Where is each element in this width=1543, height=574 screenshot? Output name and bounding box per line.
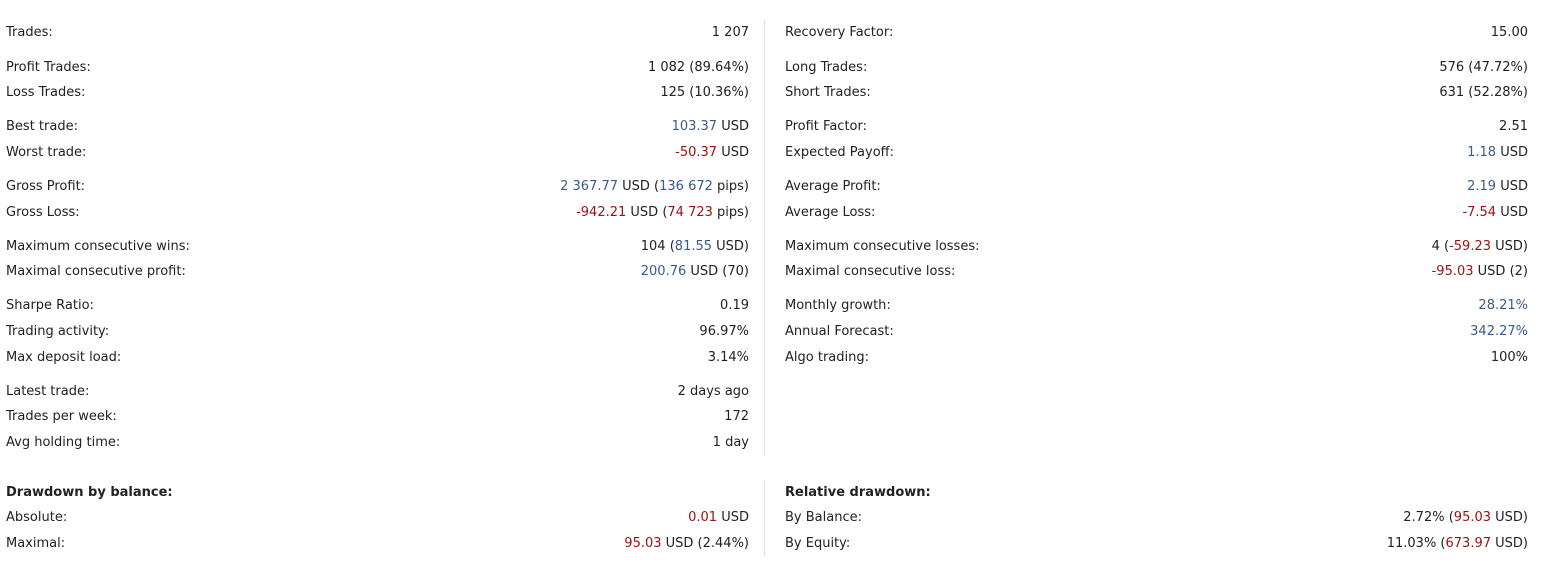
stat-max-deposit-load [6, 348, 749, 368]
currency-unit: USD [1496, 145, 1528, 160]
stat-monthly-growth [785, 296, 1528, 316]
stat-avg-holding-time [6, 433, 749, 453]
stat-label: Worst trade: [6, 145, 87, 160]
stat-label: Best trade: [6, 119, 78, 134]
stat-label: Profit Trades: [6, 60, 91, 75]
stat-value [641, 262, 749, 282]
stat-value: 125 (10.36%) [660, 85, 749, 100]
stat-value: 172 [724, 409, 749, 424]
stat-value [688, 508, 749, 528]
stat-value [672, 117, 749, 137]
stat-value [641, 237, 749, 257]
stat-latest-trade [6, 382, 749, 402]
stat-label: Annual Forecast: [785, 324, 894, 339]
stat-label: Expected Payoff: [785, 145, 894, 160]
stat-label: Max deposit load: [6, 350, 122, 365]
stat-value: 1 207 [711, 25, 749, 40]
stat-value [1403, 508, 1528, 528]
stat-label: Profit Factor: [785, 119, 867, 134]
drawdown-balance-heading-row [6, 483, 749, 503]
currency-unit: USD [717, 510, 749, 525]
currency-unit: USD [717, 119, 749, 134]
value-text: USD) [1491, 239, 1528, 254]
stat-value: 576 (47.72%) [1439, 60, 1528, 75]
stat-label: Trading activity: [6, 324, 110, 339]
stat-value: 342.27% [1470, 324, 1528, 339]
value-text: 11.03% ( [1386, 536, 1446, 551]
value-text: USD) [712, 239, 749, 254]
stat-value [624, 534, 749, 554]
stat-sharpe-ratio [6, 296, 749, 316]
stat-expected-payoff [785, 143, 1528, 163]
stat-short-trades [785, 83, 1528, 103]
stat-label: Maximum consecutive losses: [785, 239, 980, 254]
stat-value: 15.00 [1490, 25, 1528, 40]
stat-profit-factor [785, 117, 1528, 137]
stat-label: Long Trades: [785, 60, 868, 75]
value-text: USD ( [626, 205, 668, 220]
stat-label: Gross Loss: [6, 205, 80, 220]
stat-drawdown-maximal [6, 534, 749, 554]
stat-value [1467, 177, 1528, 197]
stat-recovery-factor [785, 23, 1528, 43]
value-text: 104 ( [640, 239, 675, 254]
stat-max-consecutive-wins [6, 237, 749, 257]
stat-gross-loss [6, 203, 749, 223]
stat-label: Trades: [6, 25, 53, 40]
stat-value [1467, 143, 1528, 163]
stat-label: Trades per week: [6, 409, 117, 424]
stat-label: Maximal consecutive loss: [785, 264, 956, 279]
negative-amount: -7.54 [1462, 205, 1497, 220]
positive-amount: 2.19 [1467, 179, 1497, 194]
stat-label: By Equity: [785, 536, 851, 551]
section-heading: Drawdown by balance: [6, 485, 173, 500]
stat-value [1462, 203, 1528, 223]
stat-value: 28.21% [1478, 298, 1528, 313]
currency-unit: USD [717, 145, 749, 160]
stat-long-trades [785, 58, 1528, 78]
stat-maximal-consecutive-profit [6, 262, 749, 282]
negative-amount: 0.01 [688, 510, 718, 525]
stat-label: Avg holding time: [6, 435, 121, 450]
stat-label: By Balance: [785, 510, 862, 525]
stat-max-consecutive-losses [785, 237, 1528, 257]
positive-pips: 136 672 [659, 179, 713, 194]
stat-profit-trades [6, 58, 749, 78]
stat-label: Sharpe Ratio: [6, 298, 94, 313]
stat-drawdown-by-equity [785, 534, 1528, 554]
negative-pips: 74 723 [667, 205, 713, 220]
column-divider-drawdown [764, 480, 765, 556]
stat-label: Loss Trades: [6, 85, 86, 100]
stat-value: 100% [1490, 350, 1528, 365]
stat-label: Maximal consecutive profit: [6, 264, 186, 279]
stat-label: Short Trades: [785, 85, 871, 100]
value-text: USD ( [618, 179, 660, 194]
stat-gross-profit [6, 177, 749, 197]
stat-value: 3.14% [707, 350, 749, 365]
stat-label: Average Profit: [785, 179, 881, 194]
stat-value: 1 082 (89.64%) [647, 60, 749, 75]
stat-average-profit [785, 177, 1528, 197]
stat-best-trade [6, 117, 749, 137]
stat-trades [6, 23, 749, 43]
stat-algo-trading [785, 348, 1528, 368]
stat-value [1432, 262, 1528, 282]
stat-label: Absolute: [6, 510, 68, 525]
positive-amount: 1.18 [1467, 145, 1497, 160]
stat-trades-per-week [6, 407, 749, 427]
negative-amount: -50.37 [675, 145, 718, 160]
stat-maximal-consecutive-loss [785, 262, 1528, 282]
stat-value: 631 (52.28%) [1439, 85, 1528, 100]
column-divider [764, 20, 765, 456]
stat-label: Recovery Factor: [785, 25, 894, 40]
positive-amount: 2 367.77 [560, 179, 619, 194]
stat-drawdown-by-balance [785, 508, 1528, 528]
value-text: USD (70) [686, 264, 749, 279]
positive-amount: 200.76 [640, 264, 687, 279]
stat-value [1432, 237, 1528, 257]
stat-trading-activity [6, 322, 749, 342]
stat-drawdown-absolute [6, 508, 749, 528]
stat-label: Latest trade: [6, 384, 90, 399]
stat-label: Algo trading: [785, 350, 869, 365]
stat-loss-trades [6, 83, 749, 103]
stat-label: Maximal: [6, 536, 66, 551]
currency-unit: USD [1496, 179, 1528, 194]
negative-amount: -59.23 [1449, 239, 1492, 254]
stat-worst-trade [6, 143, 749, 163]
stat-label: Monthly growth: [785, 298, 891, 313]
section-heading: Relative drawdown: [785, 485, 931, 500]
negative-amount: -95.03 [1431, 264, 1474, 279]
value-text: USD (2.44%) [661, 536, 749, 551]
value-text: 4 ( [1431, 239, 1450, 254]
value-text: USD) [1491, 510, 1528, 525]
stat-value: 0.19 [720, 298, 749, 313]
stat-label: Average Loss: [785, 205, 876, 220]
stat-value [560, 177, 749, 197]
value-text: pips) [712, 205, 749, 220]
value-text: 2.72% ( [1403, 510, 1454, 525]
stat-label: Maximum consecutive wins: [6, 239, 190, 254]
relative-drawdown-heading-row [785, 483, 1528, 503]
stat-value: 96.97% [699, 324, 749, 339]
value-text: pips) [712, 179, 749, 194]
currency-unit: USD [1496, 205, 1528, 220]
stat-annual-forecast [785, 322, 1528, 342]
stat-value: 1 day [712, 435, 749, 450]
stat-value [1387, 534, 1528, 554]
stat-value: 2 days ago [677, 384, 749, 399]
value-text: USD) [1491, 536, 1528, 551]
stat-value: 2.51 [1499, 119, 1528, 134]
value-text: USD (2) [1473, 264, 1528, 279]
stat-value [576, 203, 749, 223]
positive-amount: 103.37 [671, 119, 718, 134]
negative-amount: 95.03 [624, 536, 662, 551]
stat-average-loss [785, 203, 1528, 223]
negative-amount: 673.97 [1445, 536, 1492, 551]
stat-value [675, 143, 749, 163]
negative-amount: -942.21 [576, 205, 627, 220]
positive-amount: 81.55 [674, 239, 713, 254]
negative-amount: 95.03 [1453, 510, 1492, 525]
stat-label: Gross Profit: [6, 179, 86, 194]
